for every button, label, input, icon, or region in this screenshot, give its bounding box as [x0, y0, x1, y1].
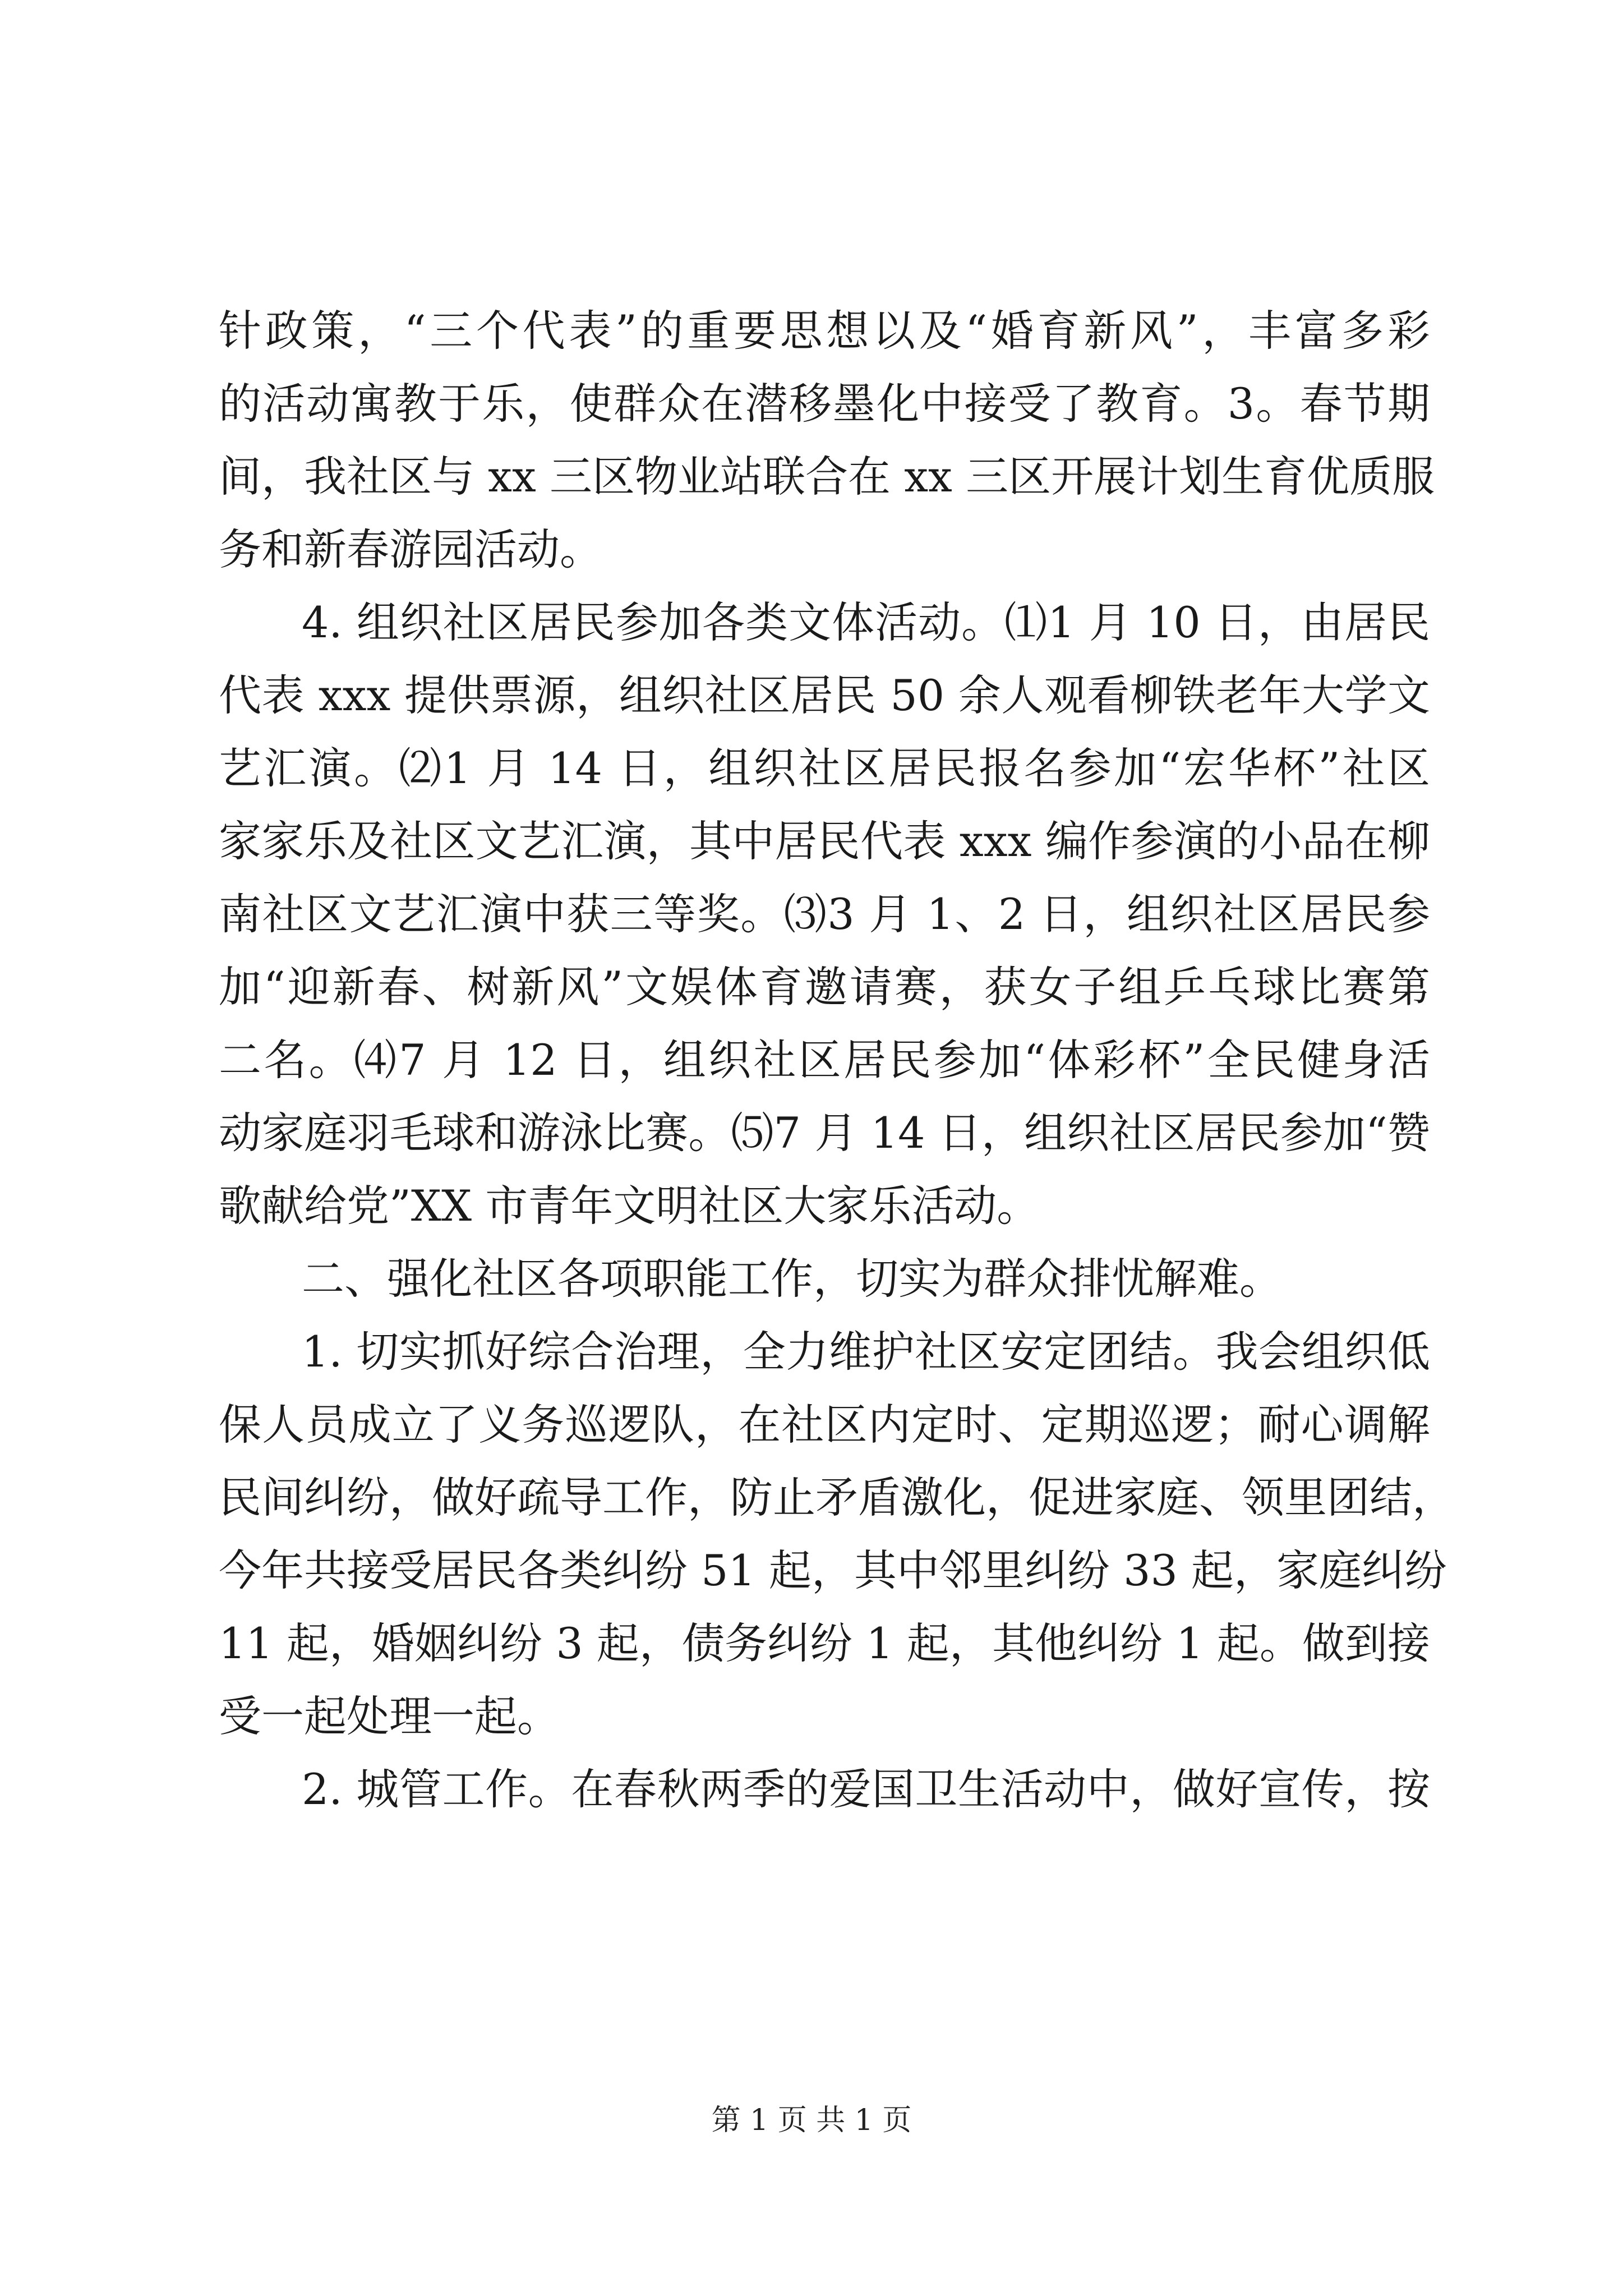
page-footer: 第 1 页 共 1 页	[711, 2104, 912, 2137]
text-line: 务和新春游园活动。	[219, 524, 602, 574]
text-line: 11 起，婚姻纠纷 3 起，债务纠纷 1 起，其他纠纷 1 起。做到接	[219, 1618, 1430, 1668]
text-line: 民间纠纷，做好疏导工作，防止矛盾激化，促进家庭、领里团结，	[219, 1473, 1455, 1522]
text-line: 艺汇演。⑵1 月 14 日，组织社区居民报名参加“宏华杯”社区	[219, 743, 1430, 793]
text-line: 动家庭羽毛球和游泳比赛。⑸7 月 14 日，组织社区居民参加“赞	[219, 1108, 1430, 1158]
text-line: 针政策，“三个代表”的重要思想以及“婚育新风”，丰富多彩	[219, 306, 1430, 356]
paragraph-start: 4. 组织社区居民参加各类文体活动。⑴1 月 10 日，由居民	[302, 597, 1430, 647]
text-line: 歌献给党”XX 市青年文明社区大家乐活动。	[219, 1181, 1040, 1231]
paragraph-start: 1. 切实抓好综合治理，全力维护社区安定团结。我会组织低	[302, 1327, 1430, 1377]
section-heading: 二、强化社区各项职能工作，切实为群众排忧解难。	[302, 1254, 1282, 1304]
text-line: 间，我社区与 xx 三区物业站联合在 xx 三区开展计划生育优质服	[219, 452, 1435, 501]
text-line: 家家乐及社区文艺汇演，其中居民代表 xxx 编作参演的小品在柳	[219, 816, 1430, 866]
text-line: 的活动寓教于乐，使群众在潜移墨化中接受了教育。3。春节期	[219, 379, 1430, 429]
text-line: 南社区文艺汇演中获三等奖。⑶3 月 1、2 日，组织社区居民参	[219, 889, 1430, 939]
text-line: 受一起处理一起。	[219, 1691, 560, 1741]
text-line: 保人员成立了义务巡逻队，在社区内定时、定期巡逻；耐心调解	[219, 1400, 1430, 1450]
text-line: 二名。⑷7 月 12 日，组织社区居民参加“体彩杯”全民健身活	[219, 1035, 1430, 1085]
paragraph-start: 2. 城管工作。在春秋两季的爱国卫生活动中，做好宣传，按	[302, 1764, 1430, 1814]
text-line: 今年共接受居民各类纠纷 51 起，其中邻里纠纷 33 起，家庭纠纷	[219, 1545, 1447, 1595]
text-line: 代表 xxx 提供票源，组织社区居民 50 余人观看柳铁老年大学文	[219, 670, 1430, 720]
text-line: 加“迎新春、树新风”文娱体育邀请赛，获女子组乒乓球比赛第	[219, 962, 1430, 1012]
